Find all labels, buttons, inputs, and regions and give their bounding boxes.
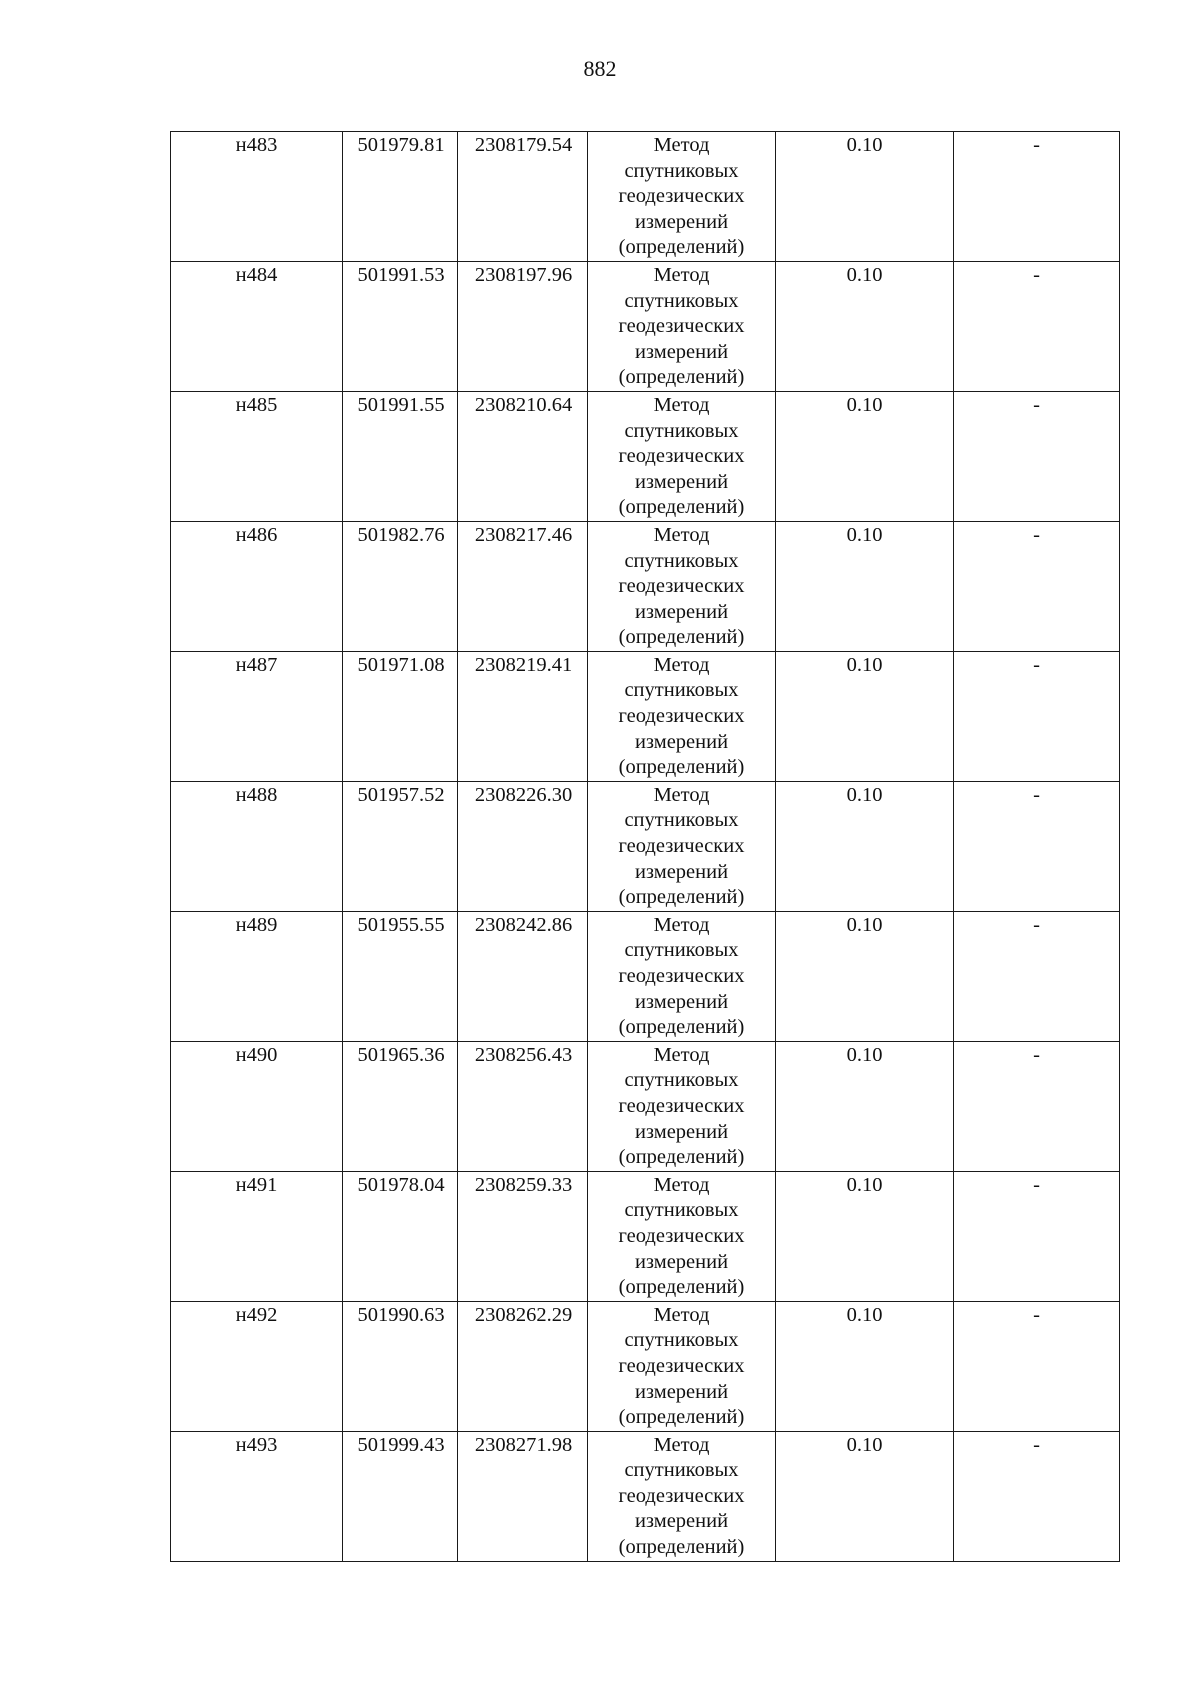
- method-line: Метод: [653, 263, 710, 286]
- accuracy-text: 0.10: [846, 1173, 883, 1196]
- coordinate-x-cell: [343, 261, 458, 391]
- method-line: спутниковых: [624, 1069, 739, 1092]
- coordinate-x-text: 501990.63: [357, 1303, 445, 1326]
- method-line: геодезических: [618, 835, 745, 858]
- point-number-cell: [171, 521, 343, 651]
- point-number-text: н489: [235, 913, 278, 936]
- method-line: (определений): [618, 1276, 745, 1299]
- method-line: спутниковых: [624, 1329, 739, 1352]
- point-number-cell: [171, 1301, 343, 1431]
- method-cell: [588, 1301, 776, 1431]
- coordinate-y-cell: [458, 132, 588, 262]
- accuracy-cell: [776, 1041, 954, 1171]
- table-row: [171, 651, 1120, 781]
- table-row: [171, 1301, 1120, 1431]
- note-cell: [954, 521, 1120, 651]
- method-cell: [588, 911, 776, 1041]
- method-line: (определений): [618, 1016, 745, 1039]
- point-number-cell: [171, 1041, 343, 1171]
- point-number-cell: [171, 1431, 343, 1561]
- method-line: геодезических: [618, 575, 745, 598]
- note-cell: [954, 781, 1120, 911]
- point-number-text: н490: [235, 1043, 278, 1066]
- method-cell: [588, 1171, 776, 1301]
- point-number-text: н483: [235, 134, 278, 156]
- method-cell: [588, 132, 776, 262]
- table-row: [171, 781, 1120, 911]
- note-cell: [954, 1301, 1120, 1431]
- table-row: [171, 1431, 1120, 1561]
- note-text: -: [1033, 1173, 1040, 1196]
- accuracy-cell: [776, 261, 954, 391]
- method-line: (определений): [618, 496, 745, 519]
- point-number-cell: [171, 911, 343, 1041]
- method-line: геодезических: [618, 185, 745, 208]
- method-line: спутниковых: [624, 1459, 739, 1482]
- coordinate-y-cell: [458, 391, 588, 521]
- coordinate-x-text: 501978.04: [357, 1173, 445, 1196]
- coordinate-y-cell: [458, 651, 588, 781]
- point-number-cell: [171, 1171, 343, 1301]
- method-line: спутниковых: [624, 1199, 739, 1222]
- table-row: [171, 521, 1120, 651]
- coordinate-x-text: 501999.43: [357, 1433, 445, 1456]
- note-text: -: [1033, 653, 1040, 676]
- method-line: Метод: [653, 1303, 710, 1326]
- note-cell: [954, 1431, 1120, 1561]
- point-number-text: н492: [235, 1303, 278, 1326]
- method-line: Метод: [653, 1173, 710, 1196]
- coordinate-x-cell: [343, 521, 458, 651]
- method-line: спутниковых: [624, 159, 739, 182]
- method-line: (определений): [618, 236, 745, 259]
- method-line: геодезических: [618, 965, 745, 987]
- accuracy-text: 0.10: [846, 523, 883, 546]
- method-line: Метод: [653, 393, 710, 416]
- coordinate-y-cell: [458, 1171, 588, 1301]
- coordinate-y-text: 2308262.29: [474, 1303, 573, 1326]
- coordinate-x-text: 501971.08: [357, 653, 445, 676]
- method-line: Метод: [653, 1433, 710, 1456]
- method-line: Метод: [653, 653, 710, 676]
- coordinate-y-cell: [458, 1301, 588, 1431]
- method-line: (определений): [618, 886, 745, 909]
- coordinate-x-text: 501991.55: [357, 393, 445, 416]
- coordinate-x-text: 501979.81: [357, 134, 445, 156]
- coordinate-x-text: 501982.76: [357, 523, 445, 546]
- accuracy-cell: [776, 132, 954, 262]
- note-text: -: [1033, 393, 1040, 416]
- note-cell: [954, 1041, 1120, 1171]
- table-body: [171, 132, 1120, 1562]
- coordinate-x-text: 501957.52: [357, 783, 445, 806]
- method-line: спутниковых: [624, 939, 739, 962]
- note-text: -: [1033, 1433, 1040, 1456]
- coordinates-table: [170, 131, 1120, 1562]
- accuracy-cell: [776, 781, 954, 911]
- coordinate-y-text: 2308210.64: [474, 393, 573, 416]
- coordinate-y-text: 2308256.43: [474, 1043, 573, 1066]
- coordinate-y-text: 2308242.86: [474, 913, 573, 936]
- coordinate-x-cell: [343, 391, 458, 521]
- page-number: 882: [583, 56, 617, 81]
- coordinate-x-cell: [343, 1041, 458, 1171]
- method-line: (определений): [618, 1406, 745, 1429]
- method-line: (определений): [618, 1536, 745, 1559]
- note-cell: [954, 911, 1120, 1041]
- point-number-text: н484: [235, 263, 278, 286]
- method-line: геодезических: [618, 1484, 745, 1507]
- point-number-cell: [171, 651, 343, 781]
- point-number-text: н487: [235, 653, 278, 676]
- coordinate-x-cell: [343, 132, 458, 262]
- accuracy-text: 0.10: [846, 1433, 883, 1456]
- note-text: -: [1033, 134, 1040, 156]
- coordinate-y-text: 2308179.54: [474, 134, 573, 156]
- coordinate-y-cell: [458, 1041, 588, 1171]
- coordinate-x-text: 501991.53: [357, 263, 445, 286]
- coordinate-x-text: 501965.36: [357, 1043, 445, 1066]
- table-row: [171, 1171, 1120, 1301]
- method-line: Метод: [653, 913, 710, 936]
- method-line: геодезических: [618, 315, 745, 338]
- coordinate-y-cell: [458, 911, 588, 1041]
- accuracy-cell: [776, 521, 954, 651]
- accuracy-cell: [776, 1171, 954, 1301]
- coordinate-y-cell: [458, 521, 588, 651]
- note-text: -: [1033, 913, 1040, 936]
- method-line: измерений: [634, 990, 729, 1013]
- accuracy-cell: [776, 911, 954, 1041]
- accuracy-text: 0.10: [846, 1043, 883, 1066]
- method-line: (определений): [618, 1146, 745, 1169]
- method-line: спутниковых: [624, 289, 739, 312]
- coordinate-y-text: 2308271.98: [474, 1433, 573, 1456]
- point-number-cell: [171, 781, 343, 911]
- method-line: измерений: [634, 470, 729, 493]
- coordinate-y-cell: [458, 261, 588, 391]
- method-line: измерений: [634, 600, 729, 623]
- table-row: [171, 911, 1120, 1041]
- method-line: спутниковых: [624, 419, 739, 442]
- method-line: Метод: [653, 783, 710, 806]
- method-line: спутниковых: [624, 549, 739, 572]
- point-number-cell: [171, 391, 343, 521]
- method-line: спутниковых: [624, 679, 739, 702]
- coordinate-y-cell: [458, 1431, 588, 1561]
- method-line: геодезических: [618, 1094, 745, 1117]
- coordinate-x-cell: [343, 1171, 458, 1301]
- accuracy-text: 0.10: [846, 783, 883, 806]
- method-line: Метод: [653, 523, 710, 546]
- coordinate-x-cell: [343, 651, 458, 781]
- method-line: геодезических: [618, 705, 745, 728]
- accuracy-text: 0.10: [846, 134, 883, 156]
- note-cell: [954, 132, 1120, 262]
- method-line: измерений: [634, 1250, 729, 1273]
- accuracy-text: 0.10: [846, 913, 883, 936]
- accuracy-cell: [776, 391, 954, 521]
- method-line: Метод: [653, 134, 710, 156]
- method-line: измерений: [634, 210, 729, 233]
- method-line: геодезических: [618, 1354, 745, 1377]
- method-line: спутниковых: [624, 809, 739, 832]
- method-line: измерений: [634, 1120, 729, 1143]
- note-text: -: [1033, 263, 1040, 286]
- accuracy-cell: [776, 1301, 954, 1431]
- method-line: (определений): [618, 756, 745, 779]
- note-text: -: [1033, 1043, 1040, 1066]
- method-line: геодезических: [618, 445, 745, 468]
- coordinate-x-cell: [343, 1301, 458, 1431]
- coordinate-x-cell: [343, 911, 458, 1041]
- point-number-cell: [171, 132, 343, 262]
- method-line: (определений): [618, 366, 745, 389]
- method-cell: [588, 521, 776, 651]
- point-number-text: н493: [235, 1433, 278, 1456]
- coordinate-y-cell: [458, 781, 588, 911]
- method-line: измерений: [634, 1510, 729, 1533]
- method-cell: [588, 1431, 776, 1561]
- method-line: измерений: [634, 730, 729, 753]
- table-row: [171, 132, 1120, 262]
- method-cell: [588, 391, 776, 521]
- accuracy-cell: [776, 1431, 954, 1561]
- table-row: [171, 391, 1120, 521]
- coordinate-y-text: 2308226.30: [474, 783, 573, 806]
- accuracy-text: 0.10: [846, 393, 883, 416]
- note-text: -: [1033, 1303, 1040, 1326]
- point-number-text: н486: [235, 523, 278, 546]
- note-text: -: [1033, 783, 1040, 806]
- coordinate-x-cell: [343, 1431, 458, 1561]
- note-cell: [954, 1171, 1120, 1301]
- coordinate-y-text: 2308259.33: [474, 1173, 573, 1196]
- note-cell: [954, 261, 1120, 391]
- table-row: [171, 1041, 1120, 1171]
- method-line: измерений: [634, 340, 729, 363]
- note-text: -: [1033, 523, 1040, 546]
- method-line: измерений: [634, 1380, 729, 1403]
- method-line: (определений): [618, 626, 745, 649]
- method-cell: [588, 261, 776, 391]
- method-cell: [588, 781, 776, 911]
- accuracy-cell: [776, 651, 954, 781]
- coordinate-x-cell: [343, 781, 458, 911]
- point-number-text: н485: [235, 393, 278, 416]
- method-cell: [588, 651, 776, 781]
- method-cell: [588, 1041, 776, 1171]
- coordinate-y-text: 2308219.41: [474, 653, 573, 676]
- accuracy-text: 0.10: [846, 263, 883, 286]
- point-number-text: н488: [235, 783, 278, 806]
- point-number-cell: [171, 261, 343, 391]
- accuracy-text: 0.10: [846, 653, 883, 676]
- accuracy-text: 0.10: [846, 1303, 883, 1326]
- table-row: [171, 261, 1120, 391]
- method-line: Метод: [653, 1043, 710, 1066]
- note-cell: [954, 651, 1120, 781]
- coordinate-y-text: 2308217.46: [474, 523, 573, 546]
- coordinate-y-text: 2308197.96: [474, 263, 573, 286]
- method-line: геодезических: [618, 1224, 745, 1247]
- note-cell: [954, 391, 1120, 521]
- coordinate-x-text: 501955.55: [357, 913, 445, 936]
- point-number-text: н491: [235, 1173, 278, 1196]
- method-line: измерений: [634, 860, 729, 883]
